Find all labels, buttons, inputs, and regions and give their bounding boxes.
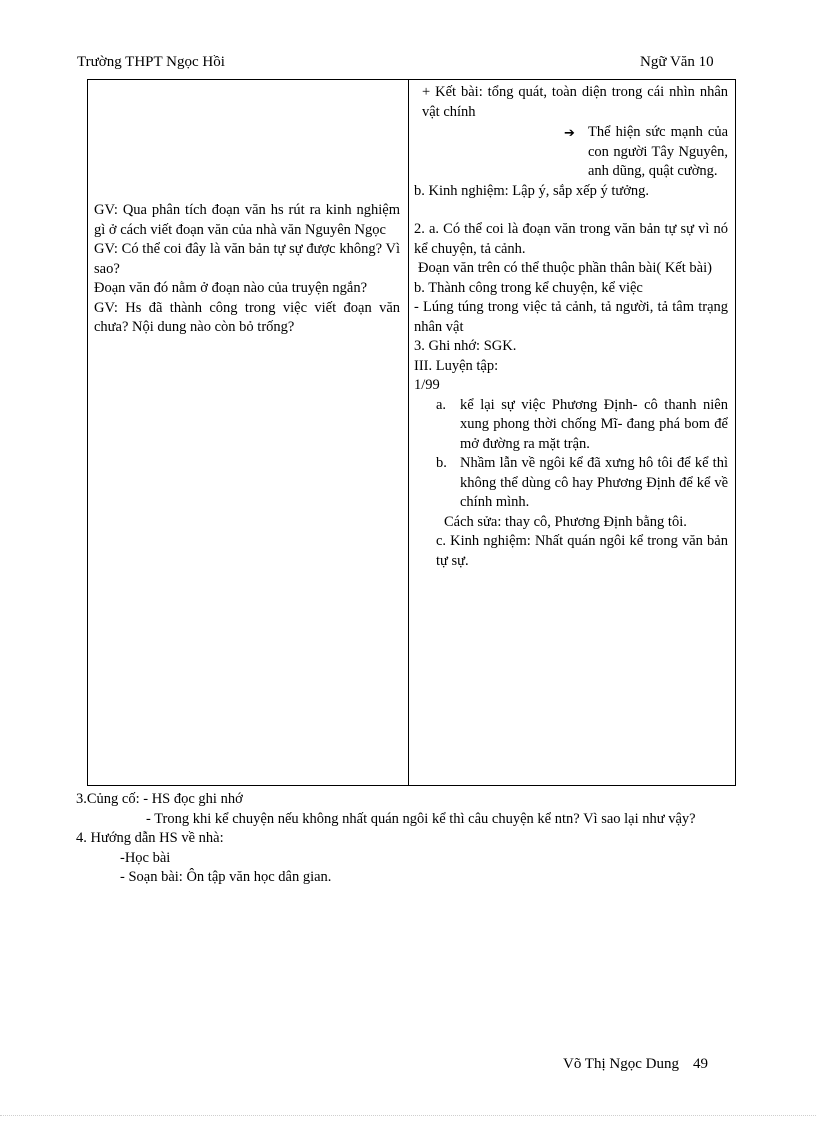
footer-author: Võ Thị Ngọc Dung: [563, 1056, 679, 1072]
list-text: kể lại sự việc Phương Định- cô thanh niên xung phong thời chống Mĩ- đang phá bom để mở đường ra mặt trận.: [460, 396, 728, 452]
p2b-cont-text: - Lúng túng trong việc tả cảnh, tả người, tả tâm trạng nhân vật: [414, 299, 728, 335]
column-divider: [408, 80, 409, 785]
soan-bai-text: - Soạn bài: Ôn tập văn học dân gian.: [120, 869, 332, 885]
header-school: Trường THPT Ngọc Hồi: [77, 54, 225, 70]
hoc-bai-text: -Học bài: [120, 849, 171, 866]
spacer: [414, 201, 728, 220]
list-item: [414, 396, 728, 455]
cung-co-text: 3.Củng cố: - HS đọc ghi nhớ: [76, 791, 243, 807]
teacher-activity-column: [94, 201, 400, 338]
content-column: [414, 83, 728, 571]
page-bottom-rule: [0, 1115, 816, 1116]
exercise-page: 1/99: [414, 377, 440, 393]
cach-sua-text: Cách sửa: thay cô, Phương Định bằng tôi.: [444, 513, 687, 530]
left-line-2: GV: Có thể coi đây là văn bản tự sự được không? Vì sao?: [94, 241, 400, 277]
list-text: Nhầm lẫn về ngôi kể đã xưng hô tôi để kể thì không thể dùng cô hay Phương Định để kể về chính mình.: [460, 455, 728, 510]
huong-dan-text: 4. Hướng dẫn HS về nhà:: [76, 830, 224, 846]
arrow-text: Thể hiện sức mạnh của con người Tây Nguyên, anh dũng, quật cường.: [588, 124, 728, 179]
header-subject: Ngữ Văn 10: [640, 54, 714, 70]
lesson-table: [87, 79, 736, 786]
page-number: 49: [692, 1056, 708, 1072]
arrow-conclusion: [564, 123, 728, 182]
left-line-1: GV: Qua phân tích đoạn văn hs rút ra kinh nghiệm gì ở cách viết đoạn văn của nhà văn Nguyên Ngọc: [94, 202, 400, 238]
list-marker: b.: [436, 455, 447, 471]
left-line-3: Đoạn văn đó nằm ở đoạn nào của truyện ngắn?: [94, 280, 368, 296]
p2a-cont-text: Đoạn văn trên có thể thuộc phần thân bài( Kết bài): [418, 260, 712, 276]
ket-bai-text: + Kết bài: tổng quát, toàn diện trong cái nhìn nhân vật chính: [422, 84, 728, 120]
kinh-nghiem-c-text: c. Kinh nghiệm: Nhất quán ngôi kể trong văn bản tự sự.: [436, 533, 728, 569]
luyen-tap-heading: III. Luyện tập:: [414, 357, 499, 374]
arrow-right-icon: ➔: [564, 126, 575, 141]
question-text: - Trong khi kể chuyện nếu không nhất quán ngôi kể thì câu chuyện kể ntn? Vì sao lại như vậy?: [146, 810, 696, 827]
list-item: [414, 454, 728, 513]
page-footer: [563, 1056, 708, 1073]
p2a-text: 2. a. Có thể coi là đoạn văn trong văn bản tự sự vì nó kể chuyện, tả cảnh.: [414, 221, 728, 257]
left-line-4: GV: Hs đã thành công trong việc viết đoạn văn chưa? Nội dung nào còn bỏ trống?: [94, 299, 400, 335]
kinh-nghiem-text: b. Kinh nghiệm: Lập ý, sắp xếp ý tưởng.: [414, 182, 650, 199]
list-marker: a.: [436, 396, 447, 413]
lesson-wrapup: [76, 790, 740, 888]
p2b-text: b. Thành công trong kể chuyện, kể việc: [414, 279, 643, 296]
p3-text: 3. Ghi nhớ: SGK.: [414, 338, 517, 354]
